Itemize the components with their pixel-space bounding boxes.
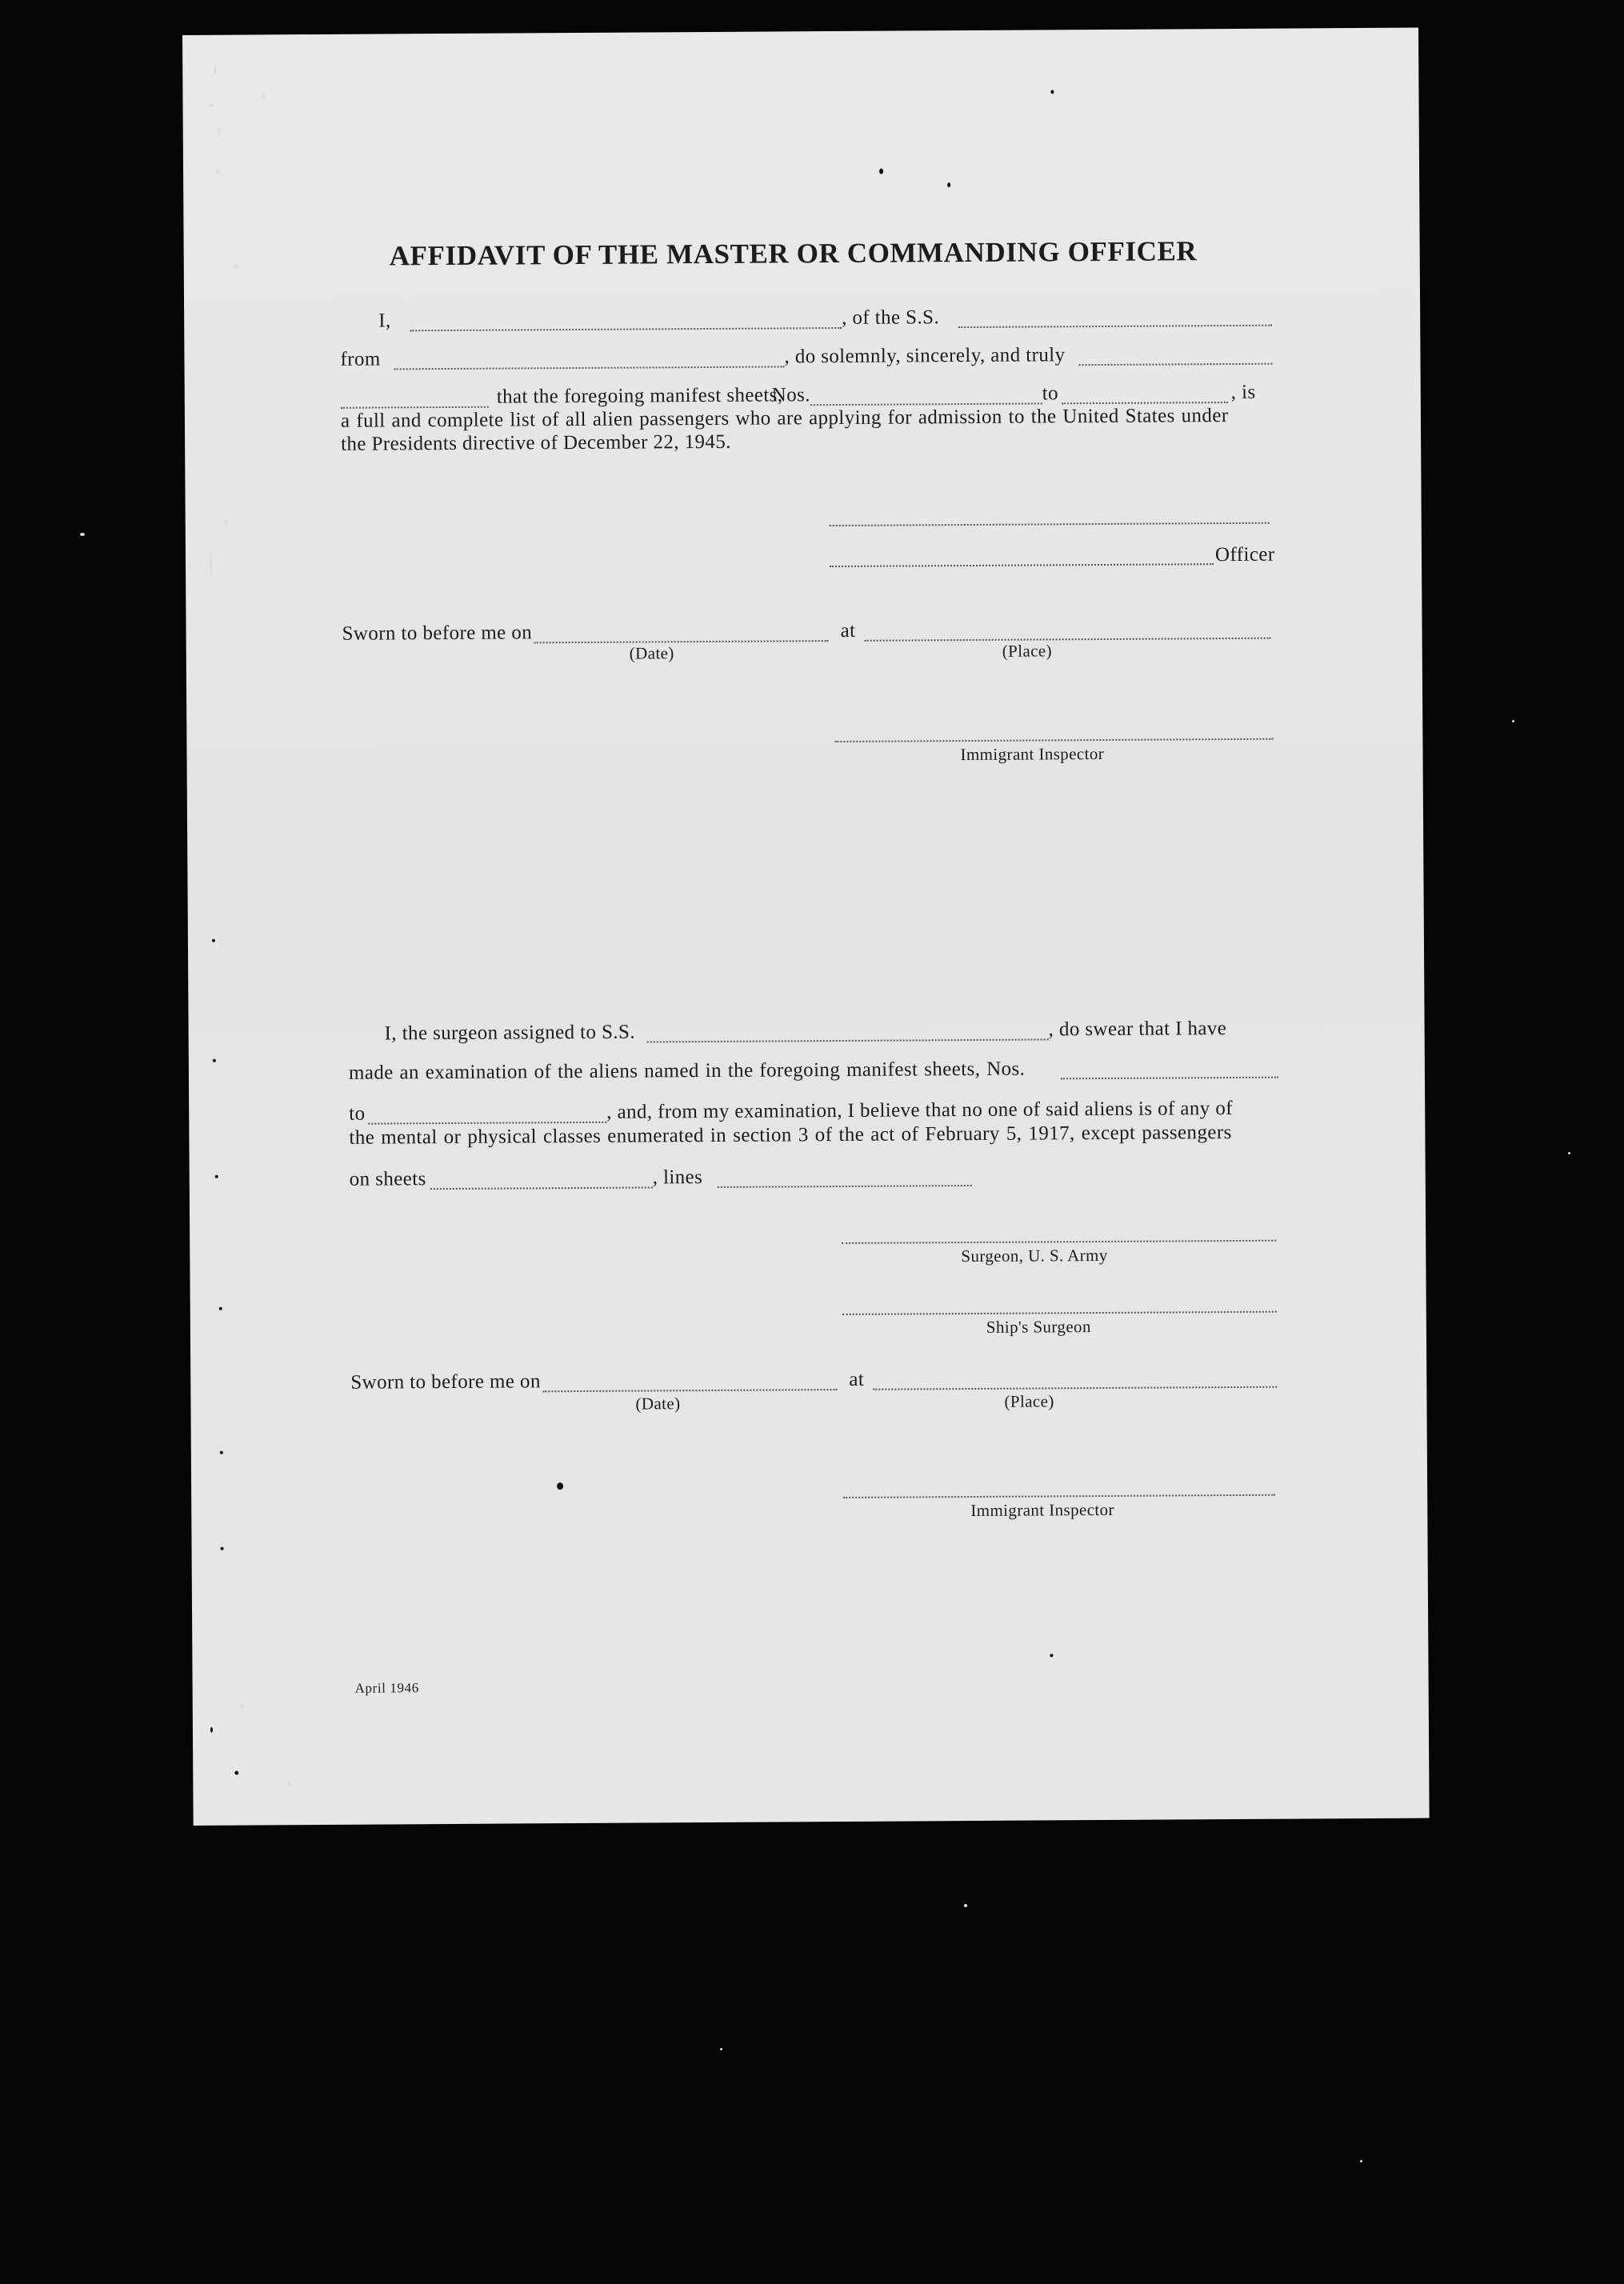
master-nos-from-field[interactable]: [810, 402, 1042, 406]
scan-speck: [964, 1904, 967, 1907]
scan-speck: [1512, 720, 1514, 722]
master-i-label: I,: [378, 310, 391, 332]
army-surgeon-signature-line[interactable]: [842, 1240, 1276, 1244]
surgeon-sworn-date-field[interactable]: [542, 1389, 837, 1392]
surgeon-sworn-label: Sworn to before me on: [350, 1370, 541, 1394]
master-sworn-label: Sworn to before me on: [342, 622, 533, 645]
master-sworn-at-label: at: [840, 619, 856, 642]
inspector-caption-2: Immigrant Inspector: [970, 1499, 1114, 1521]
master-is-label: , is: [1230, 381, 1256, 404]
scan-speck: [219, 1307, 222, 1310]
scan-speck: [210, 104, 213, 107]
inspector-signature-line-2[interactable]: [843, 1494, 1275, 1498]
surgeon-to-label: to: [349, 1102, 366, 1125]
officer-signature-line-1[interactable]: [830, 522, 1270, 526]
scan-speck: [262, 94, 266, 100]
officer-signature-line-2[interactable]: [830, 563, 1214, 567]
surgeon-classes-label: the mental or physical classes enumerated in section 3 of the act of February 5, 1917, except passengers: [349, 1122, 1232, 1149]
scan-speck: [212, 939, 215, 942]
surgeon-sworn-place-field[interactable]: [873, 1386, 1277, 1390]
surgeon-ship-field[interactable]: [647, 1038, 1049, 1042]
master-swear-field[interactable]: [341, 406, 489, 409]
master-directive-line: the Presidents directive of December 22, 1945.: [341, 430, 731, 455]
surgeon-place-caption: (Place): [1004, 1391, 1054, 1411]
scan-speck: [216, 170, 220, 174]
officer-label: Officer: [1214, 543, 1275, 566]
scan-speck: [1050, 1654, 1053, 1657]
master-name-field[interactable]: [410, 327, 842, 331]
scan-speck: [214, 66, 217, 74]
surgeon-on-sheets-label: on sheets: [349, 1168, 426, 1190]
ships-surgeon-signature-line[interactable]: [842, 1311, 1277, 1315]
scan-speck: [288, 1780, 291, 1786]
scan-speck: [720, 2048, 722, 2050]
affidavit-form-page: [182, 28, 1430, 1826]
inspector-signature-line-1[interactable]: [834, 738, 1273, 742]
master-sworn-place-field[interactable]: [865, 638, 1271, 642]
scan-speck: [234, 264, 238, 269]
surgeon-lines-field[interactable]: [718, 1185, 972, 1188]
master-ship-field[interactable]: [958, 325, 1272, 328]
surgeon-sworn-at-label: at: [849, 1368, 865, 1390]
master-statement-line: a full and complete list of all alien passengers who are applying for admission to the United States under: [340, 405, 1229, 432]
master-foregoing-label: that the foregoing manifest sheets,: [496, 384, 783, 408]
scan-speck: [240, 1704, 244, 1709]
surgeon-examination-label: made an examination of the aliens named in the foregoing manifest sheets, Nos.: [348, 1058, 1026, 1084]
scan-speck: [947, 182, 950, 187]
surgeon-nos-from-field[interactable]: [1061, 1077, 1278, 1080]
scan-speck: [1568, 1152, 1570, 1154]
form-title: AFFIDAVIT OF THE MASTER OR COMMANDING OFFICER: [389, 235, 1198, 272]
master-place-caption: (Place): [1002, 641, 1053, 661]
scan-speck: [221, 1547, 224, 1550]
scan-speck: [210, 1727, 213, 1733]
surgeon-belief-label: , and, from my examination, I believe that no one of said aliens is of any of: [606, 1098, 1233, 1123]
master-from-label: from: [340, 348, 381, 370]
master-date-caption: (Date): [629, 643, 674, 663]
surgeon-swear-label: , do swear that I have: [1048, 1018, 1227, 1041]
form-date-footer: April 1946: [354, 1680, 419, 1696]
scan-speck: [879, 169, 883, 174]
scan-speck: [210, 552, 212, 576]
surgeon-sheets-field[interactable]: [430, 1186, 653, 1190]
scan-speck: [215, 1175, 218, 1178]
inspector-caption-1: Immigrant Inspector: [960, 743, 1105, 765]
scan-speck: [80, 533, 85, 536]
ships-surgeon-caption: Ship's Surgeon: [986, 1317, 1091, 1337]
scan-speck: [234, 1771, 238, 1775]
surgeon-lines-label: , lines: [652, 1166, 703, 1189]
master-nos-label: Nos.: [771, 384, 810, 406]
scan-speck: [557, 1482, 563, 1490]
surgeon-nos-to-field[interactable]: [368, 1122, 606, 1125]
scan-speck: [1050, 90, 1054, 94]
master-from-field[interactable]: [394, 366, 785, 370]
master-nos-to-field[interactable]: [1062, 402, 1228, 404]
master-sworn-date-field[interactable]: [534, 640, 829, 643]
army-surgeon-caption: Surgeon, U. S. Army: [961, 1245, 1108, 1266]
master-of-ss-label: , of the S.S.: [842, 306, 940, 329]
scan-speck: [224, 520, 228, 525]
scan-speck: [218, 128, 220, 136]
scan-speck: [220, 1451, 223, 1454]
master-oath-field[interactable]: [1079, 363, 1273, 366]
surgeon-date-caption: (Date): [635, 1394, 681, 1414]
master-solemnly-label: , do solemnly, sincerely, and truly: [784, 344, 1066, 368]
scan-speck: [1360, 2160, 1362, 2162]
scan-speck: [213, 1059, 216, 1062]
master-to-label: to: [1042, 382, 1059, 405]
surgeon-intro-label: I, the surgeon assigned to S.S.: [384, 1021, 636, 1045]
